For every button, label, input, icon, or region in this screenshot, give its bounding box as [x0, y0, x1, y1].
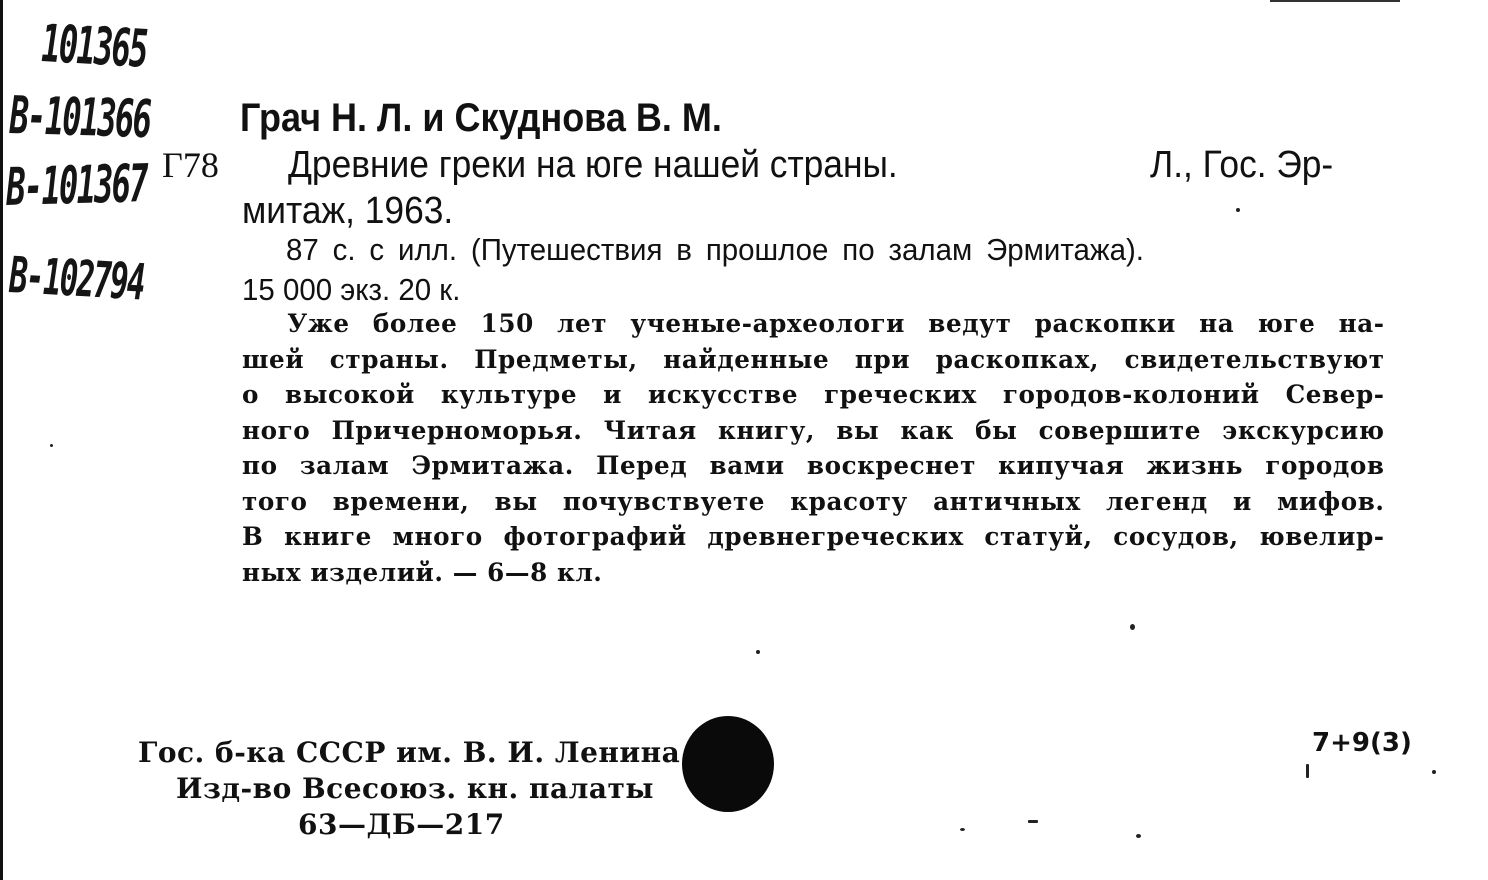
title-line-1: Древние греки на юге нашей страны.	[288, 144, 898, 186]
annotation-line: В книге много фотографий древнегреческих статуй, сосудов, ювелир-	[242, 522, 1385, 551]
speck	[960, 828, 965, 831]
footer-library: Гос. б-ка СССР им. В. И. Ленина	[138, 736, 681, 769]
title-line-2: митаж, 1963.	[242, 190, 454, 232]
collation-line-2: 15 000 экз. 20 к.	[242, 272, 461, 307]
annotation-line: Уже более 150 лет ученые-археологи ведут раскопки на юге на-	[287, 309, 1385, 338]
speck	[1136, 834, 1141, 838]
punch-hole	[682, 716, 774, 812]
author-heading: Грач Н. Л. и Скуднова В. М.	[240, 96, 722, 140]
speck	[1236, 208, 1240, 212]
call-number: Г78	[162, 145, 219, 185]
footer-publisher: Изд-во Всесоюз. кн. палаты	[176, 772, 654, 805]
imprint-start: Л., Гос. Эр-	[1150, 144, 1334, 186]
speck	[50, 444, 53, 447]
speck	[1306, 764, 1309, 778]
annotation-line: того времени, вы почувствуете красоту античных легенд и мифов.	[242, 486, 1385, 516]
inventory-number-1: 101365	[40, 14, 148, 80]
speck	[1028, 820, 1038, 823]
inventory-number-2: В-101366	[9, 86, 151, 150]
collation-line-1: 87 с. с илл. (Путешествия в прошлое по залам Эрмитажа).	[286, 232, 1144, 267]
inventory-number-3: В-101367	[6, 154, 148, 218]
inventory-number-4: В-102794	[8, 246, 145, 312]
card-top-mark	[1270, 0, 1400, 2]
classification-code: 7+9(3)	[1312, 728, 1412, 758]
annotation-line: по залам Эрмитажа. Перед вами воскреснет кипучая жизнь городов	[242, 451, 1385, 480]
speck	[1130, 624, 1135, 630]
footer-number: 63—ДБ—217	[298, 808, 505, 841]
annotation-line: ного Причерноморья. Читая книгу, вы как бы совершите экскурсию	[242, 415, 1385, 445]
annotation-line: шей страны. Предметы, найденные при раскопках, свидетельствуют	[242, 344, 1385, 374]
card-left-edge	[0, 0, 3, 880]
annotation	[242, 306, 1417, 590]
annotation-line: ных изделий. — 6—8 кл.	[242, 557, 603, 587]
annotation-line: о высокой культуре и искусстве греческих городов-колоний Север-	[242, 380, 1385, 409]
speck	[756, 650, 760, 654]
speck	[1432, 770, 1436, 774]
